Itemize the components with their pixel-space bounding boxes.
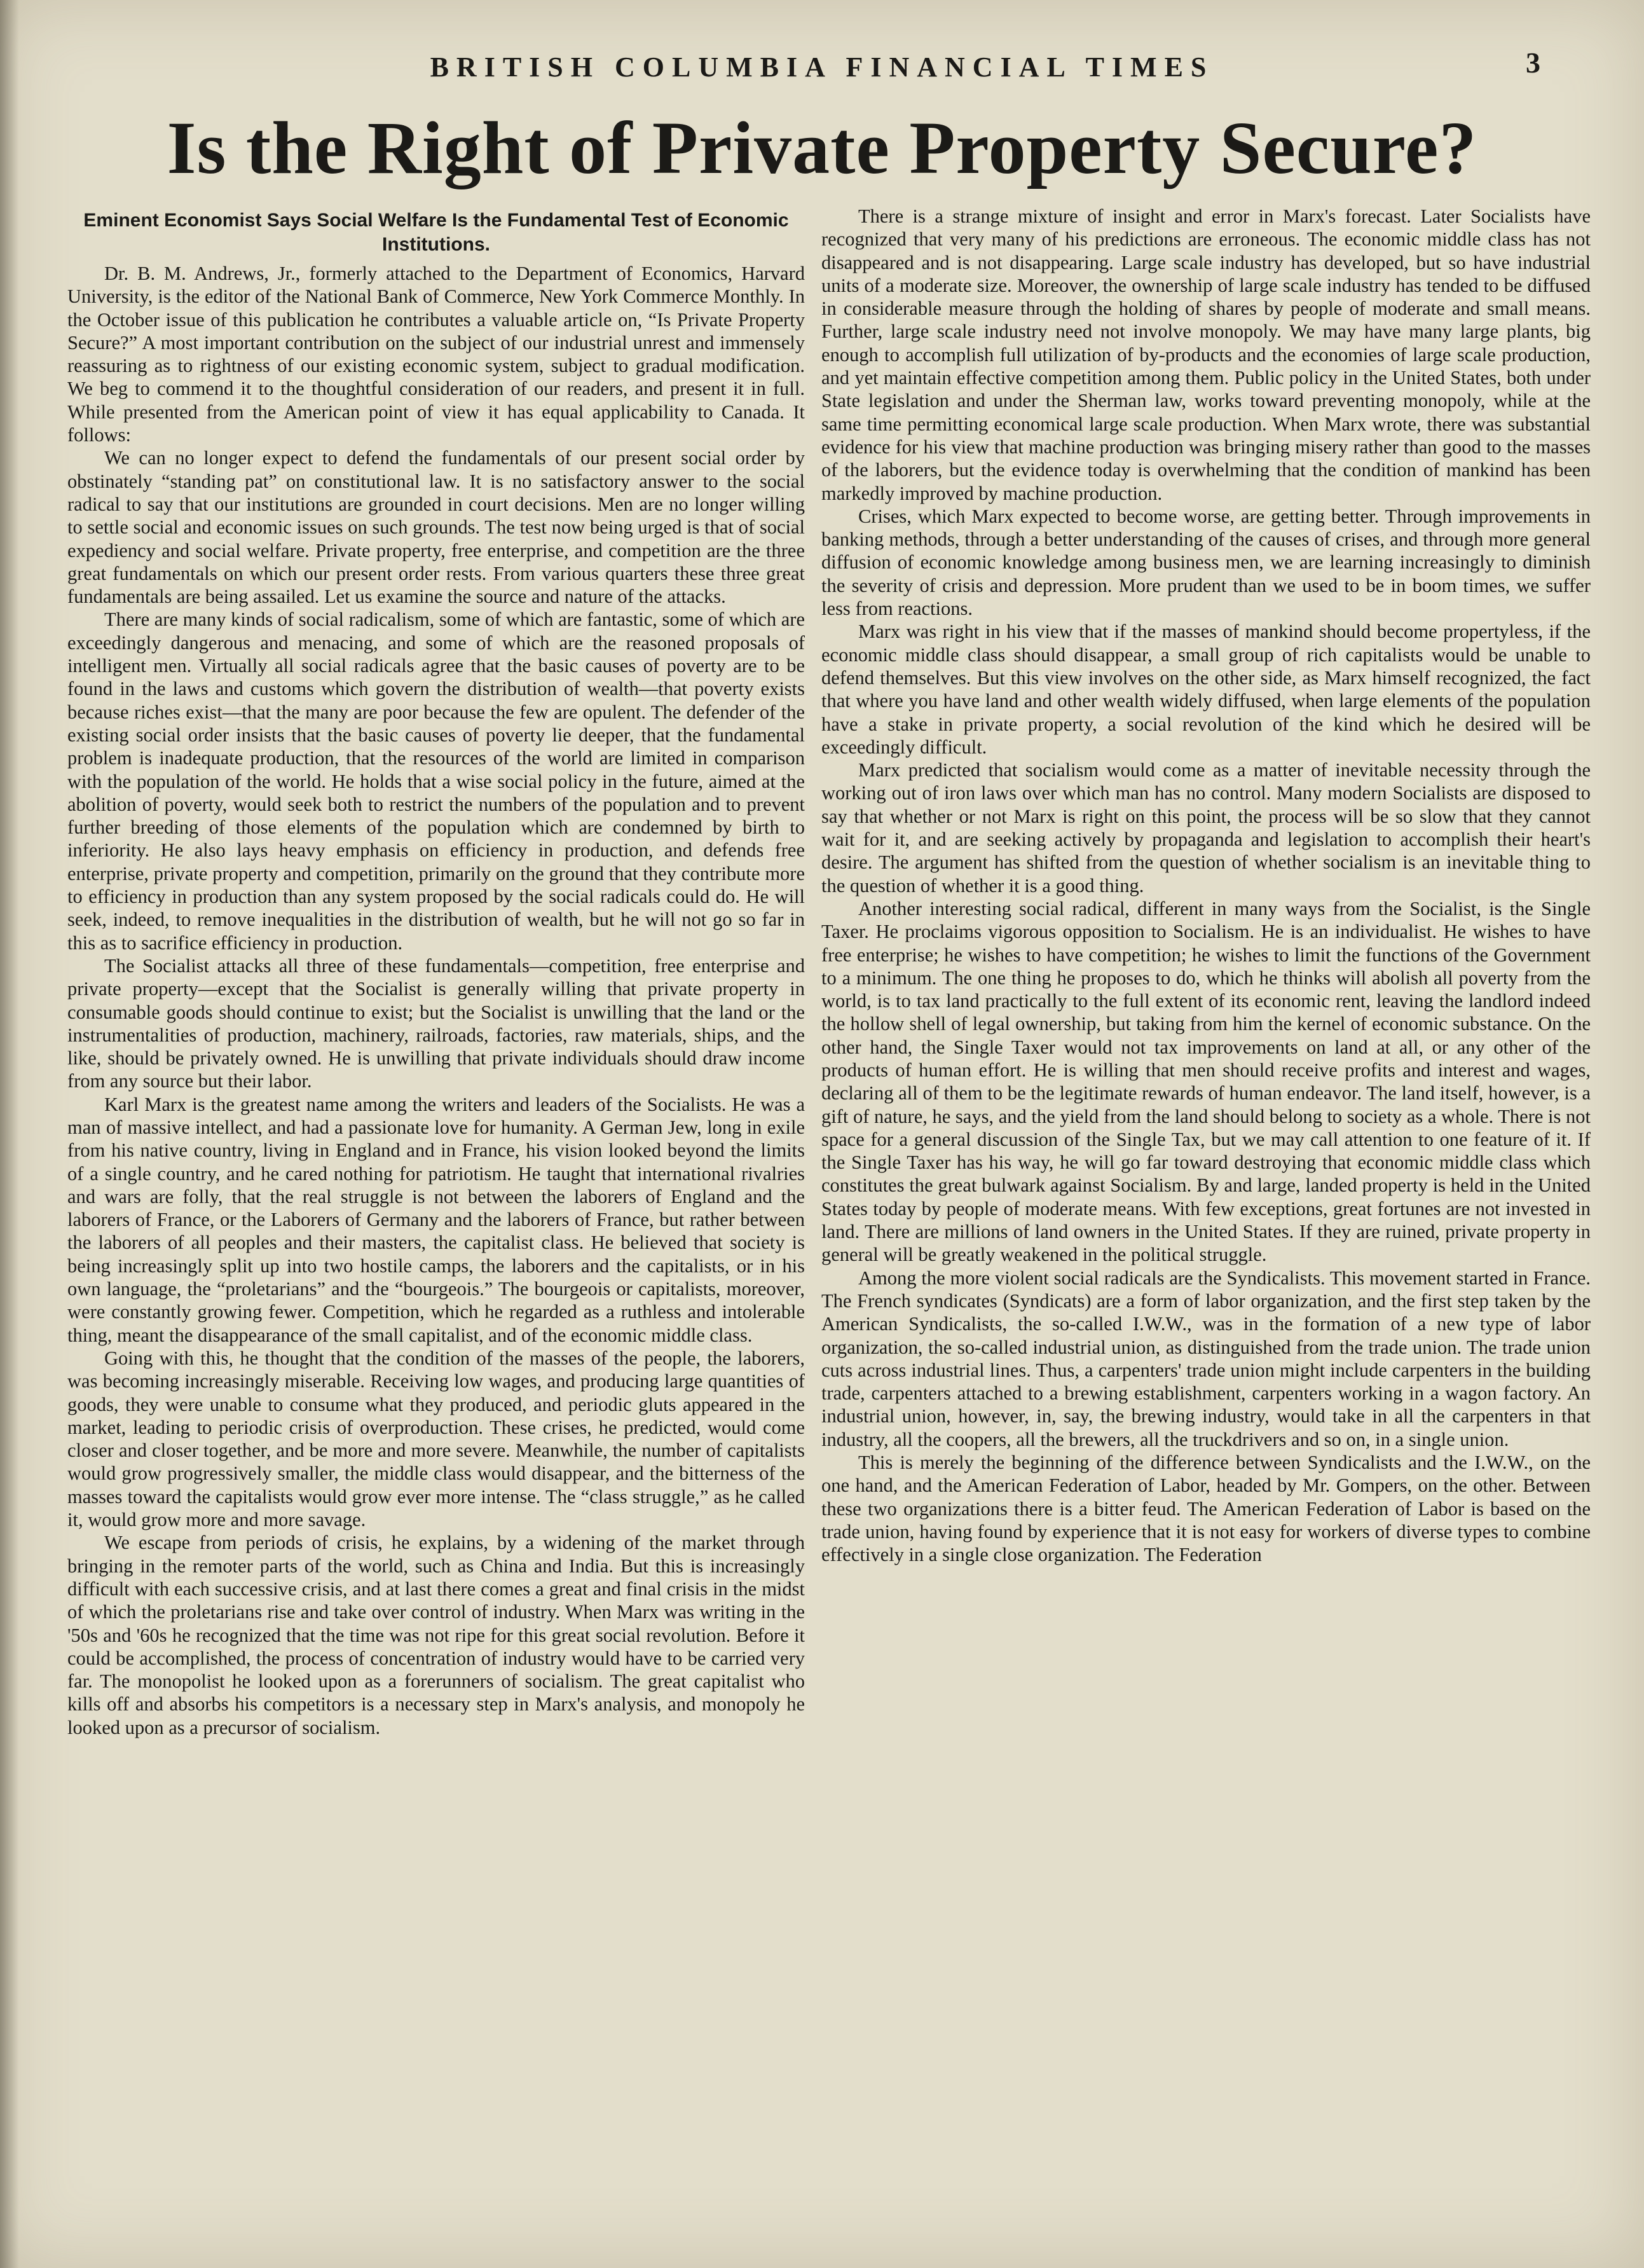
article-paragraph: There are many kinds of social radicalism, some of which are fantastic, some of which are exceedingly dangerous and menacing, and some of which are the reasoned proposals of intelligent men. Virtually all social radicals agree that the basic causes of poverty are to be found in the laws and customs which govern the distribution of wealth—that poverty exists because riches exist—that the many are poor because the few are opulent. The defender of the existing social order insists that the basic causes of poverty lie deeper, that the fundamental problem is inadequate production, that the resources of the world are limited in comparison with the population of the world. He holds that a wise social policy in the future, aimed at the abolition of poverty, would seek both to restrict the numbers of the population and to prevent further breeding of those elements of the population which are condemned by birth to inferiority. He also lays heavy emphasis on efficiency in production, and defends free enterprise, private property and competition, primarily on the ground that they contribute more to efficiency in production than any system proposed by the social radicals could do. He will seek, indeed, to remove inequalities in the distribution of wealth, but he will not go so far in this as to sacrifice efficiency in production.	[67, 608, 805, 954]
page-number: 3	[1526, 46, 1540, 79]
page-gutter-shadow	[0, 0, 19, 2268]
article-subhead: Eminent Economist Says Social Welfare Is the Fundamental Test of Economic Institutions.	[83, 210, 789, 255]
article-paragraph: Crises, which Marx expected to become worse, are getting better. Through improvements in banking methods, through a better understanding of the causes of crises, and through more general diffusion of economic knowledge among business men, we are learning increasingly to diminish the severity of crisis and depression. More prudent than we used to be in boom times, we suffer less from reactions.	[821, 505, 1591, 620]
running-head: BRITISH COLUMBIA FINANCIAL TIMES	[430, 52, 1214, 83]
article-column-left	[67, 209, 805, 2230]
article-paragraph: We can no longer expect to defend the fundamentals of our present social order by obstinately “standing pat” on constitutional law. It is no satisfactory answer to the social radical to say that our institutions are grounded in court decisions. Men are no longer willing to settle social and economic issues on such grounds. The test now being urged is that of social expediency and social welfare. Private property, free enterprise, and competition are the three great fundamentals on which our present order rests. From various quarters these three great fundamentals are being assailed. Let us examine the source and nature of the attacks.	[67, 447, 805, 608]
article-paragraph: Another interesting social radical, different in many ways from the Socialist, is the Single Taxer. He proclaims vigorous opposition to Socialism. He is an individualist. He wishes to have free enterprise; he wishes to have competition; he wishes to limit the functions of the Government to a minimum. The one thing he proposes to do, which he thinks will abolish all poverty from the world, is to tax land practically to the full extent of its economic rent, leaving the landlord indeed the hollow shell of legal ownership, but taking from him the kernel of economic substance. On the other hand, the Single Taxer would not tax improvements on land at all, or any other of the products of human effort. He is willing that men should receive profits and interest and wages, declaring all of them to be the legitimate rewards of human endeavor. The land itself, however, is a gift of nature, he says, and the yield from the land should belong to society as a whole. There is not space for a general discussion of the Single Tax, but we may call attention to one feature of it. If the Single Taxer has his way, he will go far toward destroying that economic middle class which constitutes the great bulwark against Socialism. By and large, landed property is held in the United States today by people of moderate means. With few exceptions, great fortunes are not invested in land. There are millions of land owners in the United States. If they are ruined, private property in general will be greatly weakened in the political struggle.	[821, 897, 1591, 1266]
article-paragraph: We escape from periods of crisis, he explains, by a widening of the market through bringing in the remoter parts of the world, such as China and India. But this is increasingly difficult with each successive crisis, and at last there comes a great and final crisis in the midst of which the proletarians rise and take over control of industry. When Marx was writing in the '50s and '60s he recognized that the time was not ripe for this great social revolution. Before it could be accomplished, the process of concentration of industry would have to be carried very far. The monopolist he looked upon as a forerunners of socialism. The great capitalist who kills off and absorbs his competitors is a necessary step in Marx's analysis, and monopoly he looked upon as a precursor of socialism.	[67, 1532, 805, 1738]
article-column-right	[821, 205, 1591, 2227]
article-paragraph: Karl Marx is the greatest name among the writers and leaders of the Socialists. He was a man of massive intellect, and had a passionate love for humanity. A German Jew, long in exile from his native country, living in England and in France, his vision looked beyond the limits of a single country, and he cared nothing for patriotism. He taught that international rivalries and wars are folly, that the real struggle is not between the laborers of England and the laborers of France, or the Laborers of Germany and the laborers of France, but rather between the laborers of all peoples and their masters, the capitalist class. He believed that society is being increasingly split up into two hostile camps, the laborers and the capitalists, or in his own language, the “proletarians” and the “bourgeois.” The bourgeois or capitalists, moreover, were constantly growing fewer. Competition, which he regarded as a ruthless and intolerable thing, meant the disappearance of the small capitalist, and of the economic middle class.	[67, 1093, 805, 1346]
article-paragraph: The Socialist attacks all three of these fundamentals—competition, free enterprise and private property—except that the Socialist is generally willing that private property in consumable goods should continue to exist; but the Socialist is unwilling that the land or the instrumentalities of production, machinery, railroads, factories, raw materials, ships, and the like, should be privately owned. He is unwilling that private individuals should draw income from any source but their labor.	[67, 954, 805, 1092]
article-paragraph: Marx was right in his view that if the masses of mankind should become propertyless, if the economic middle class should disappear, a small group of rich capitalists would be unable to defend themselves. But this view involves on the other side, as Marx himself recognized, the fact that where you have land and other wealth widely diffused, when large elements of the population have a stake in private property, a social revolution of the kind which he desired will be exceedingly difficult.	[821, 621, 1591, 758]
article-paragraph: Going with this, he thought that the condition of the masses of the people, the laborers, was becoming increasingly miserable. Receiving low wages, and producing large quantities of goods, they were unable to consume what they produced, and periodic gluts appeared in the market, leading to periodic crisis of overproduction. These crises, he predicted, would come closer and closer together, and be more and more severe. Meanwhile, the number of capitalists would grow progressively smaller, the middle class would disappear, and the bitterness of the masses toward the capitalists would grow ever more intense. The “class struggle,” as he called it, would grow more and more savage.	[67, 1347, 805, 1531]
article-paragraph: Among the more violent social radicals are the Syndicalists. This movement started in France. The French syndicates (Syndicats) are a form of labor organization, and the first step taken by the American Syndicalists, the so-called I.W.W., was in the formation of a new type of labor organization, the so-called industrial union, as distinguished from the trade union. The trade union cuts across industrial lines. Thus, a carpenters' trade union might include carpenters in the building trade, carpenters attached to a brewing establishment, carpenters working in a wagon factory. An industrial union, however, in, say, the brewing industry, would take in all the carpenters in that industry, all the coopers, all the brewers, all the truckdrivers and so on, in a single union.	[821, 1267, 1591, 1450]
article-paragraph: Dr. B. M. Andrews, Jr., formerly attached to the Department of Economics, Harvard University, is the editor of the National Bank of Commerce, New York Commerce Monthly. In the October issue of this publication he contributes a valuable article on, “Is Private Property Secure?” A most important contribution on the subject of our industrial unrest and immensely reassuring as to rightness of our existing economic system, subject to gradual modification. We beg to commend it to the thoughtful consideration of our readers, and present it in full. While presented from the American point of view it has equal applicability to Canada. It follows:	[67, 263, 805, 446]
article-paragraph: Marx predicted that socialism would come as a matter of inevitable necessity through the working out of iron laws over which man has no control. Many modern Socialists are disposed to say that whether or not Marx is right on this point, the process will be so slow that they cannot wait for it, and are seeking actively by propaganda and legislation to accomplish their heart's desire. The argument has shifted from the question of whether socialism is an inevitable thing to the question of whether it is a good thing.	[821, 759, 1591, 897]
article-paragraph: There is a strange mixture of insight and error in Marx's forecast. Later Socialists have recognized that very many of his predictions are erroneous. The economic middle class has not disappeared and is not disappearing. Large scale industry has developed, but so have industrial units of a moderate size. Moreover, the ownership of large scale industry has tended to be diffused in considerable measure through the holding of shares by people of moderate and small means. Further, large scale industry need not involve monopoly. We may have many large plants, big enough to accomplish full utilization of by-products and the economies of large scale production, and yet maintain effective competition among them. Public policy in the United States, both under State legislation and under the Sherman law, works toward preventing monopoly, while at the same time permitting economical large scale production. When Marx wrote, there was substantial evidence for his view that machine production was bringing misery rather than good to the masses of the laborers, but the evidence today is overwhelming that the condition of mankind has been markedly improved by machine production.	[821, 205, 1591, 504]
article-title: Is the Right of Private Property Secure?	[167, 106, 1477, 189]
article-paragraph: This is merely the beginning of the difference between Syndicalists and the I.W.W., on the one hand, and the American Federation of Labor, headed by Mr. Gompers, on the other. Between these two organizations there is a bitter feud. The American Federation of Labor is based on the trade union, having found by experience that it is not easy for workers of diverse types to combine effectively in a single close organization. The Federation	[821, 1452, 1591, 1566]
